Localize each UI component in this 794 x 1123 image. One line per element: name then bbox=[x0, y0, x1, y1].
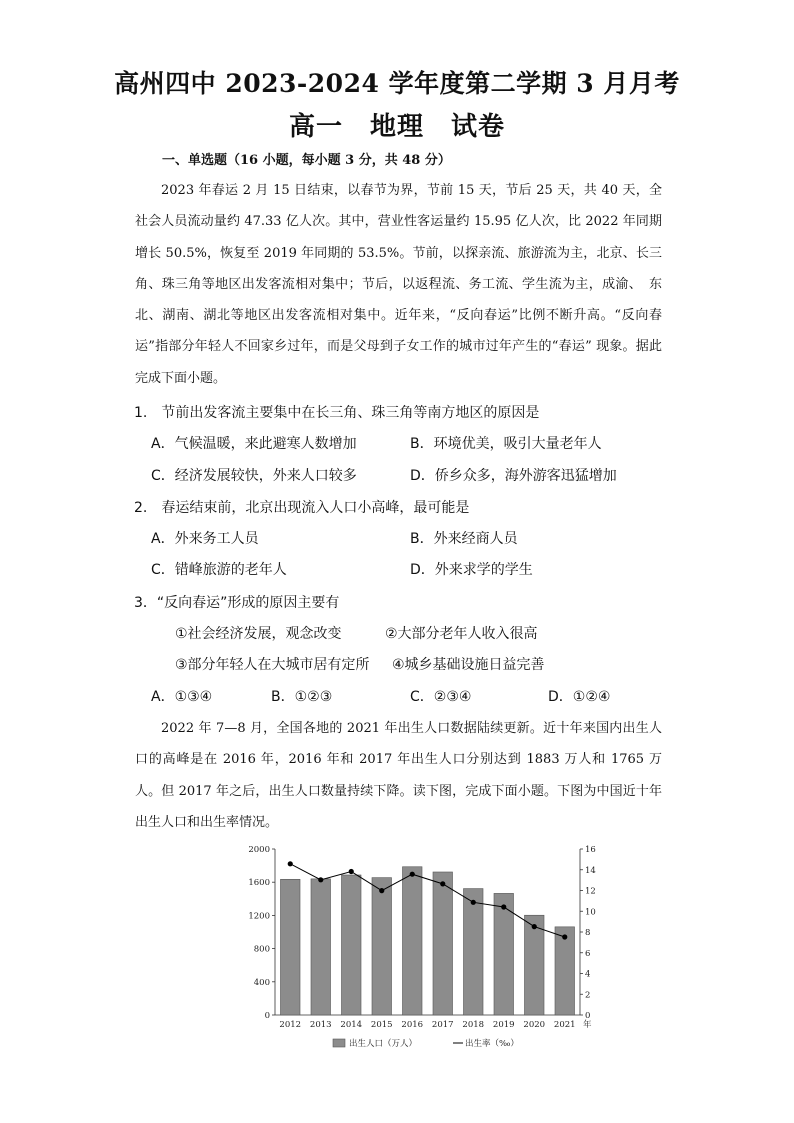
legend-line-label: 出生率（‰） bbox=[465, 1039, 519, 1049]
right-tick-label: 0 bbox=[585, 1011, 591, 1021]
right-tick-label: 4 bbox=[585, 969, 591, 980]
question-3-statement-1: ①社会经济发展，观念改变 bbox=[175, 626, 342, 642]
birth-rate-point bbox=[318, 877, 323, 882]
question-2-option-b: B．外来经商人员 bbox=[410, 531, 518, 547]
population-bar bbox=[524, 915, 544, 1015]
question-2-option-c: C．错峰旅游的老年人 bbox=[151, 562, 287, 578]
birth-rate-point bbox=[349, 869, 354, 874]
birth-rate-point bbox=[562, 934, 567, 939]
question-3-stem: 3．“反向春运”形成的原因主要有 bbox=[134, 595, 340, 611]
question-2-stem: 2. 春运结束前，北京出现流入人口小高峰，最可能是 bbox=[134, 500, 470, 516]
question-3-statement-2: ②大部分老年人收入很高 bbox=[385, 626, 538, 642]
question-2-option-a: A．外来务工人员 bbox=[151, 531, 259, 547]
x-tick-label: 2012 bbox=[279, 1020, 302, 1030]
population-bar bbox=[433, 872, 453, 1015]
question-1-option-c: C．经济发展较快，外来人口较多 bbox=[151, 468, 357, 484]
birth-rate-point bbox=[410, 872, 415, 877]
right-tick-label: 6 bbox=[585, 948, 591, 959]
question-3-statement-3: ③部分年轻人在大城市居有定所 bbox=[175, 657, 370, 673]
question-1-option-b: B．环境优美，吸引大量老年人 bbox=[410, 436, 602, 452]
population-bar bbox=[280, 879, 300, 1015]
passage-1: 2023 年春运 2 月 15 日结束，以春节为界，节前 15 天，节后 25 天，共 40 天，全社会人员流动量约 47.33 亿人次。其中，营业性客运量约 15.95 亿人次，比 2022 年同期增长 50.5%，恢复至 2019 年同期的 53.5%。节前，以探亲流、旅游流为主，北京、长三角、珠三角等地区出发客流相对集中；节后，以返程流、务工流、学生流为主，成渝、 东北、湖南、湖北等地区出发客流相对集中。近年来，“反向春运”比例不断升高。“反向春运”指部分年轻人不回家乡过年，而是父母到子女工作的城市过年产生的“春运” 现象。据此完成下面小题。 bbox=[135, 183, 662, 386]
x-tick-label: 2015 bbox=[370, 1020, 393, 1030]
right-tick-label: 2 bbox=[585, 990, 591, 1001]
x-tick-label: 2017 bbox=[431, 1020, 454, 1030]
x-tick-label: 2021 bbox=[553, 1020, 576, 1030]
x-tick-label: 2018 bbox=[462, 1020, 485, 1030]
right-tick-label: 10 bbox=[585, 907, 596, 918]
left-tick-label: 1200 bbox=[248, 911, 270, 922]
left-tick-label: 2000 bbox=[248, 845, 270, 855]
question-1-option-a: A．气候温暖，来此避寒人数增加 bbox=[151, 436, 357, 452]
birth-rate-point bbox=[288, 861, 293, 866]
population-bar bbox=[402, 867, 422, 1015]
x-axis-unit: 年 bbox=[583, 1020, 592, 1030]
population-bar bbox=[555, 927, 575, 1015]
birth-population-chart bbox=[235, 836, 615, 1058]
population-bar bbox=[463, 889, 483, 1015]
legend-bar-label: 出生人口（万人） bbox=[349, 1039, 418, 1049]
birth-rate-point bbox=[501, 904, 506, 909]
population-bar bbox=[341, 875, 361, 1015]
x-tick-label: 2019 bbox=[492, 1020, 515, 1030]
x-tick-label: 2020 bbox=[523, 1020, 546, 1030]
birth-rate-point bbox=[440, 881, 445, 886]
right-tick-label: 8 bbox=[585, 928, 591, 938]
legend-bar-swatch bbox=[333, 1039, 345, 1047]
question-3-option-a: A．①③④ bbox=[151, 689, 213, 705]
section-heading: 一、单选题（16 小题，每小题 3 分，共 48 分） bbox=[162, 153, 451, 168]
exam-subtitle: 高一 地理 试卷 bbox=[288, 112, 505, 142]
left-tick-label: 800 bbox=[253, 944, 270, 955]
question-3-option-d: D．①②④ bbox=[548, 689, 611, 705]
left-tick-label: 0 bbox=[264, 1011, 270, 1021]
population-bar bbox=[311, 879, 331, 1015]
left-tick-label: 400 bbox=[253, 977, 270, 988]
x-tick-label: 2013 bbox=[309, 1020, 332, 1030]
x-tick-label: 2014 bbox=[340, 1020, 363, 1030]
right-tick-label: 14 bbox=[585, 865, 596, 876]
question-3-statement-4: ④城乡基础设施日益完善 bbox=[392, 657, 545, 673]
birth-rate-line bbox=[290, 864, 565, 937]
question-2-option-d: D．外来求学的学生 bbox=[410, 562, 533, 578]
birth-rate-point bbox=[471, 900, 476, 905]
right-tick-label: 16 bbox=[585, 845, 596, 855]
birth-rate-point bbox=[532, 924, 537, 929]
passage-2: 2022 年 7—8 月，全国各地的 2021 年出生人口数据陆续更新。近十年来国内出生人口的高峰是在 2016 年，2016 年和 2017 年出生人口分别达到 1883 万人和 1765 万人。但 2017 年之后，出生人口数量持续下降。读下图，完成下面小题。下图为中国近十年出生人口和出生率情况。 bbox=[135, 721, 662, 830]
left-tick-label: 1600 bbox=[248, 878, 270, 889]
right-tick-label: 12 bbox=[585, 886, 596, 897]
birth-rate-point bbox=[379, 888, 384, 893]
question-3-option-b: B．①②③ bbox=[271, 689, 333, 705]
question-1-option-d: D．侨乡众多，海外游客迅猛增加 bbox=[410, 468, 617, 484]
question-1-stem: 1. 节前出发客流主要集中在长三角、珠三角等南方地区的原因是 bbox=[134, 405, 540, 421]
population-bar bbox=[372, 878, 392, 1015]
x-tick-label: 2016 bbox=[401, 1020, 424, 1030]
exam-title: 高州四中 2023-2024 学年度第二学期 3 月月考 bbox=[114, 69, 680, 98]
question-3-option-c: C．②③④ bbox=[410, 689, 472, 705]
